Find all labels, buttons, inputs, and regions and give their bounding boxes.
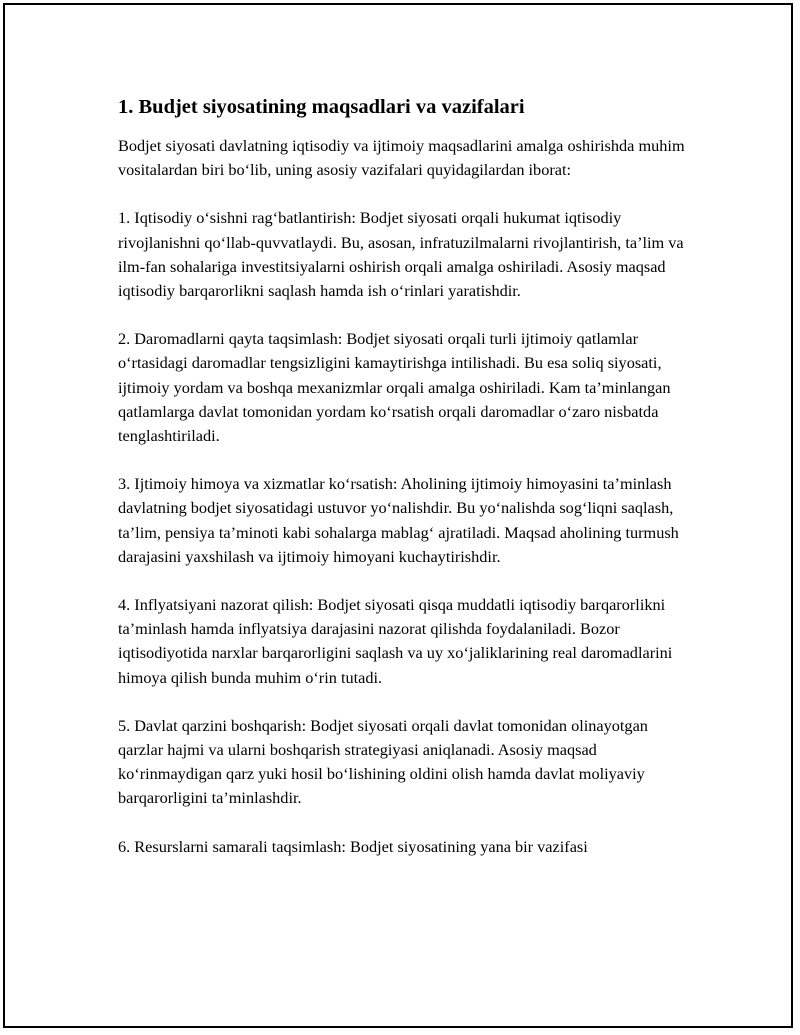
document-body	[118, 92, 688, 883]
paragraph-income-redistribution: 2. Daromadlarni qayta taqsimlash: Bodjet siyosati orqali turli ijtimoiy qatlamlar o‘rtasidagi daromadlar tengsizligini kamaytirishga intilishadi. Bu esa soliq siyosati, ijtimoiy yordam va boshqa mexanizmlar orqali amalga oshiriladi. Kam ta’minlangan qatlamlarga davlat tomonidan yordam ko‘rsatish orqali daromadlar o‘zaro nisbatda tenglashtiriladi.	[118, 329, 671, 446]
paragraph-resource-allocation: 6. Resurslarni samarali taqsimlash: Bodjet siyosatining yana bir vazifasi	[118, 836, 588, 856]
paragraph-economic-growth: 1. Iqtisodiy o‘sishni rag‘batlantirish: Bodjet siyosati orqali hukumat iqtisodiy rivojlanishni qo‘llab-quvvatlaydi. Bu, asosan, infratuzilmalarni rivojlantirish, ta’lim va ilm-fan sohalariga investitsiyalarni oshirish orqali amalga oshiriladi. Asosiy maqsad iqtisodiy barqarorlikni saqlash hamda ish o‘rinlari yaratishdir.	[118, 208, 684, 301]
paragraph-inflation-control: 4. Inflyatsiyani nazorat qilish: Bodjet siyosati qisqa muddatli iqtisodiy barqarorlikni ta’minlash hamda inflyatsiya darajasini nazorat qilishda foydalaniladi. Bozor iqtisodiyotida narxlar barqarorligini saqlash va uy xo‘jaliklarining real daromadlarini himoya qilish bunda muhim o‘rin tutadi.	[118, 595, 673, 687]
paragraph-public-debt: 5. Davlat qarzini boshqarish: Bodjet siyosati orqali davlat tomonidan olinayotgan qarzlar hajmi va ularni boshqarish strategiyasi aniqlanadi. Asosiy maqsad ko‘rinmaydigan qarz yuki hosil bo‘lishining oldini olish hamda davlat moliyaviy barqarorligini ta’minlashdir.	[118, 715, 648, 808]
paragraph-social-protection: 3. Ijtimoiy himoya va xizmatlar ko‘rsatish: Aholining ijtimoiy himoyasini ta’minlash davlatning bodjet siyosatidagi ustuvor yo‘nalishdir. Bu yo‘nalishda sog‘liqni saqlash, ta’lim, pensiya ta’minoti kabi sohalarga mablag‘ ajratiladi. Maqsad aholining turmush darajasini yaxshilash va ijtimoiy himoyani kuchaytirishdir.	[118, 474, 679, 566]
intro-paragraph: Bodjet siyosati davlatning iqtisodiy va ijtimoiy maqsadlarini amalga oshirishda muhim vositalardan biri bo‘lib, uning asosiy vazifalari quyidagilardan iborat:	[118, 136, 685, 180]
section-heading: 1. Budjet siyosatining maqsadlari va vazifalari	[118, 96, 525, 118]
